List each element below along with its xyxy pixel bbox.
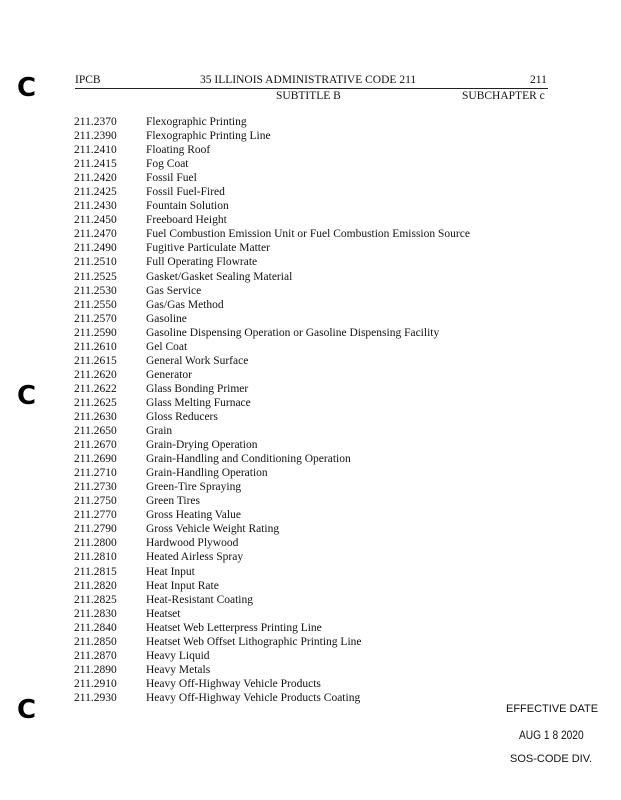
- list-item: [74, 536, 470, 550]
- section-term: Fossil Fuel: [146, 172, 197, 185]
- header-agency: IPCB: [75, 74, 101, 86]
- list-item: [74, 129, 470, 143]
- section-term: Green-Tire Spraying: [146, 481, 242, 494]
- section-term: Heat Input: [146, 565, 195, 578]
- section-number: 211.2930: [74, 691, 117, 704]
- section-term: General Work Surface: [146, 354, 249, 367]
- section-number: 211.2430: [74, 200, 117, 213]
- section-term: Gasoline Dispensing Operation or Gasoline Dispensing Facility: [146, 326, 440, 339]
- list-item: [74, 579, 470, 593]
- list-item: [74, 382, 470, 396]
- stamp-division: SOS-CODE DIV.: [510, 753, 593, 765]
- section-term: Floating Roof: [146, 144, 211, 157]
- section-number: 211.2770: [74, 509, 117, 522]
- header-rule: [75, 88, 548, 89]
- list-item: [74, 649, 470, 663]
- section-term: Gas/Gas Method: [146, 298, 224, 311]
- list-item: [74, 368, 470, 382]
- list-item: [74, 354, 470, 368]
- section-number: 211.2615: [74, 354, 117, 367]
- section-number: 211.2630: [74, 410, 117, 423]
- section-term: Grain-Handling and Conditioning Operation: [146, 453, 351, 466]
- list-item: [74, 607, 470, 621]
- section-number: 211.2750: [74, 495, 117, 508]
- list-item: [74, 157, 470, 171]
- section-list: [74, 115, 470, 705]
- section-number: 211.2650: [74, 425, 117, 438]
- list-item: [74, 466, 470, 480]
- section-term: Grain-Handling Operation: [146, 467, 268, 480]
- section-number: 211.2820: [74, 579, 117, 592]
- list-item: [74, 593, 470, 607]
- section-number: 211.2810: [74, 551, 117, 564]
- section-term: Flexographic Printing: [146, 116, 247, 128]
- section-number: 211.2470: [74, 228, 117, 241]
- section-number: 211.2490: [74, 242, 117, 255]
- section-term: Gas Service: [146, 284, 202, 297]
- section-term: Fog Coat: [146, 158, 189, 171]
- list-item: [74, 550, 470, 564]
- section-term: Gasoline: [146, 312, 187, 325]
- section-term: Fuel Combustion Emission Unit or Fuel Combustion Emission Source: [146, 228, 470, 241]
- header-part-number: 211: [530, 74, 547, 86]
- section-number: 211.2910: [74, 677, 117, 690]
- punch-hole-mark-bottom: C: [17, 695, 37, 725]
- section-number: 211.2890: [74, 663, 117, 676]
- section-term: Gross Heating Value: [146, 509, 241, 522]
- list-item: [74, 227, 470, 241]
- section-term: Heavy Liquid: [146, 649, 210, 662]
- section-term: Flexographic Printing Line: [146, 130, 271, 143]
- list-item: [74, 185, 470, 199]
- section-number: 211.2425: [74, 186, 117, 199]
- list-item: [74, 255, 470, 269]
- section-term: Gloss Reducers: [146, 410, 218, 423]
- list-item: [74, 171, 470, 185]
- section-term: Freeboard Height: [146, 214, 227, 227]
- section-number: 211.2690: [74, 453, 117, 466]
- list-item: [74, 312, 470, 326]
- stamp-effective-date-label: EFFECTIVE DATE: [506, 703, 599, 715]
- section-term: Fossil Fuel-Fired: [146, 186, 225, 199]
- section-term: Heat-Resistant Coating: [146, 593, 253, 606]
- section-term: Heavy Off-Highway Vehicle Products Coating: [146, 691, 361, 704]
- section-number: 211.2870: [74, 649, 117, 662]
- section-number: 211.2370: [74, 116, 117, 128]
- header-subchapter: SUBCHAPTER c: [462, 90, 545, 102]
- list-item: [74, 241, 470, 255]
- section-number: 211.2510: [74, 256, 117, 269]
- section-number: 211.2530: [74, 284, 117, 297]
- list-item: [74, 621, 470, 635]
- section-number: 211.2622: [74, 382, 117, 395]
- list-item: [74, 424, 470, 438]
- section-term: Hardwood Plywood: [146, 537, 239, 550]
- header-code-title: 35 ILLINOIS ADMINISTRATIVE CODE 211: [200, 74, 417, 86]
- section-number: 211.2800: [74, 537, 117, 550]
- section-term: Heavy Metals: [146, 663, 211, 676]
- section-term: Heatset Web Letterpress Printing Line: [146, 621, 322, 634]
- list-item: [74, 410, 470, 424]
- section-term: Heatset Web Offset Lithographic Printing Line: [146, 635, 362, 648]
- section-term: Fountain Solution: [146, 200, 229, 213]
- list-item: [74, 565, 470, 579]
- section-number: 211.2415: [74, 158, 117, 171]
- section-number: 211.2525: [74, 270, 117, 283]
- section-term: Green Tires: [146, 495, 200, 508]
- section-term: Heated Airless Spray: [146, 551, 244, 564]
- section-number: 211.2815: [74, 565, 117, 578]
- section-number: 211.2850: [74, 635, 117, 648]
- punch-hole-mark-top: C: [17, 73, 37, 103]
- section-term: Glass Melting Furnace: [146, 396, 251, 409]
- list-item: [74, 480, 470, 494]
- list-item: [74, 298, 470, 312]
- section-term: Gross Vehicle Weight Rating: [146, 523, 280, 536]
- section-term: Grain-Drying Operation: [146, 439, 258, 452]
- section-number: 211.2710: [74, 467, 117, 480]
- section-number: 211.2670: [74, 439, 117, 452]
- list-item: [74, 340, 470, 354]
- list-item: [74, 213, 470, 227]
- punch-hole-mark-middle: C: [17, 381, 37, 411]
- list-item: [74, 326, 470, 340]
- section-term: Heat Input Rate: [146, 579, 219, 592]
- section-term: Gasket/Gasket Sealing Material: [146, 270, 293, 283]
- section-number: 211.2390: [74, 130, 117, 143]
- section-number: 211.2790: [74, 523, 117, 536]
- section-number: 211.2840: [74, 621, 117, 634]
- section-number: 211.2825: [74, 593, 117, 606]
- section-number: 211.2730: [74, 481, 117, 494]
- section-number: 211.2420: [74, 172, 117, 185]
- stamp-date: AUG 1 8 2020: [519, 728, 584, 742]
- section-term: Generator: [146, 368, 192, 381]
- section-term: Grain: [146, 425, 173, 438]
- section-number: 211.2590: [74, 326, 117, 339]
- section-term: Gel Coat: [146, 340, 188, 353]
- header-subtitle: SUBTITLE B: [276, 90, 341, 102]
- list-item: [74, 522, 470, 536]
- section-term: Full Operating Flowrate: [146, 256, 258, 269]
- section-number: 211.2550: [74, 298, 117, 311]
- section-number: 211.2625: [74, 396, 117, 409]
- list-item: [74, 115, 470, 129]
- section-number: 211.2410: [74, 144, 117, 157]
- list-item: [74, 438, 470, 452]
- section-number: 211.2830: [74, 607, 117, 620]
- section-number: 211.2610: [74, 340, 117, 353]
- list-item: [74, 494, 470, 508]
- list-item: [74, 199, 470, 213]
- list-item: [74, 508, 470, 522]
- section-number: 211.2620: [74, 368, 117, 381]
- section-number: 211.2570: [74, 312, 117, 325]
- list-item: [74, 143, 470, 157]
- list-item: [74, 270, 470, 284]
- list-item: [74, 452, 470, 466]
- section-term: Heavy Off-Highway Vehicle Products: [146, 677, 321, 690]
- section-number: 211.2450: [74, 214, 117, 227]
- list-item: [74, 691, 470, 705]
- list-item: [74, 284, 470, 298]
- section-term: Glass Bonding Primer: [146, 382, 249, 395]
- list-item: [74, 677, 470, 691]
- section-term: Fugitive Particulate Matter: [146, 242, 270, 255]
- section-term: Heatset: [146, 607, 181, 620]
- list-item: [74, 635, 470, 649]
- list-item: [74, 396, 470, 410]
- list-item: [74, 663, 470, 677]
